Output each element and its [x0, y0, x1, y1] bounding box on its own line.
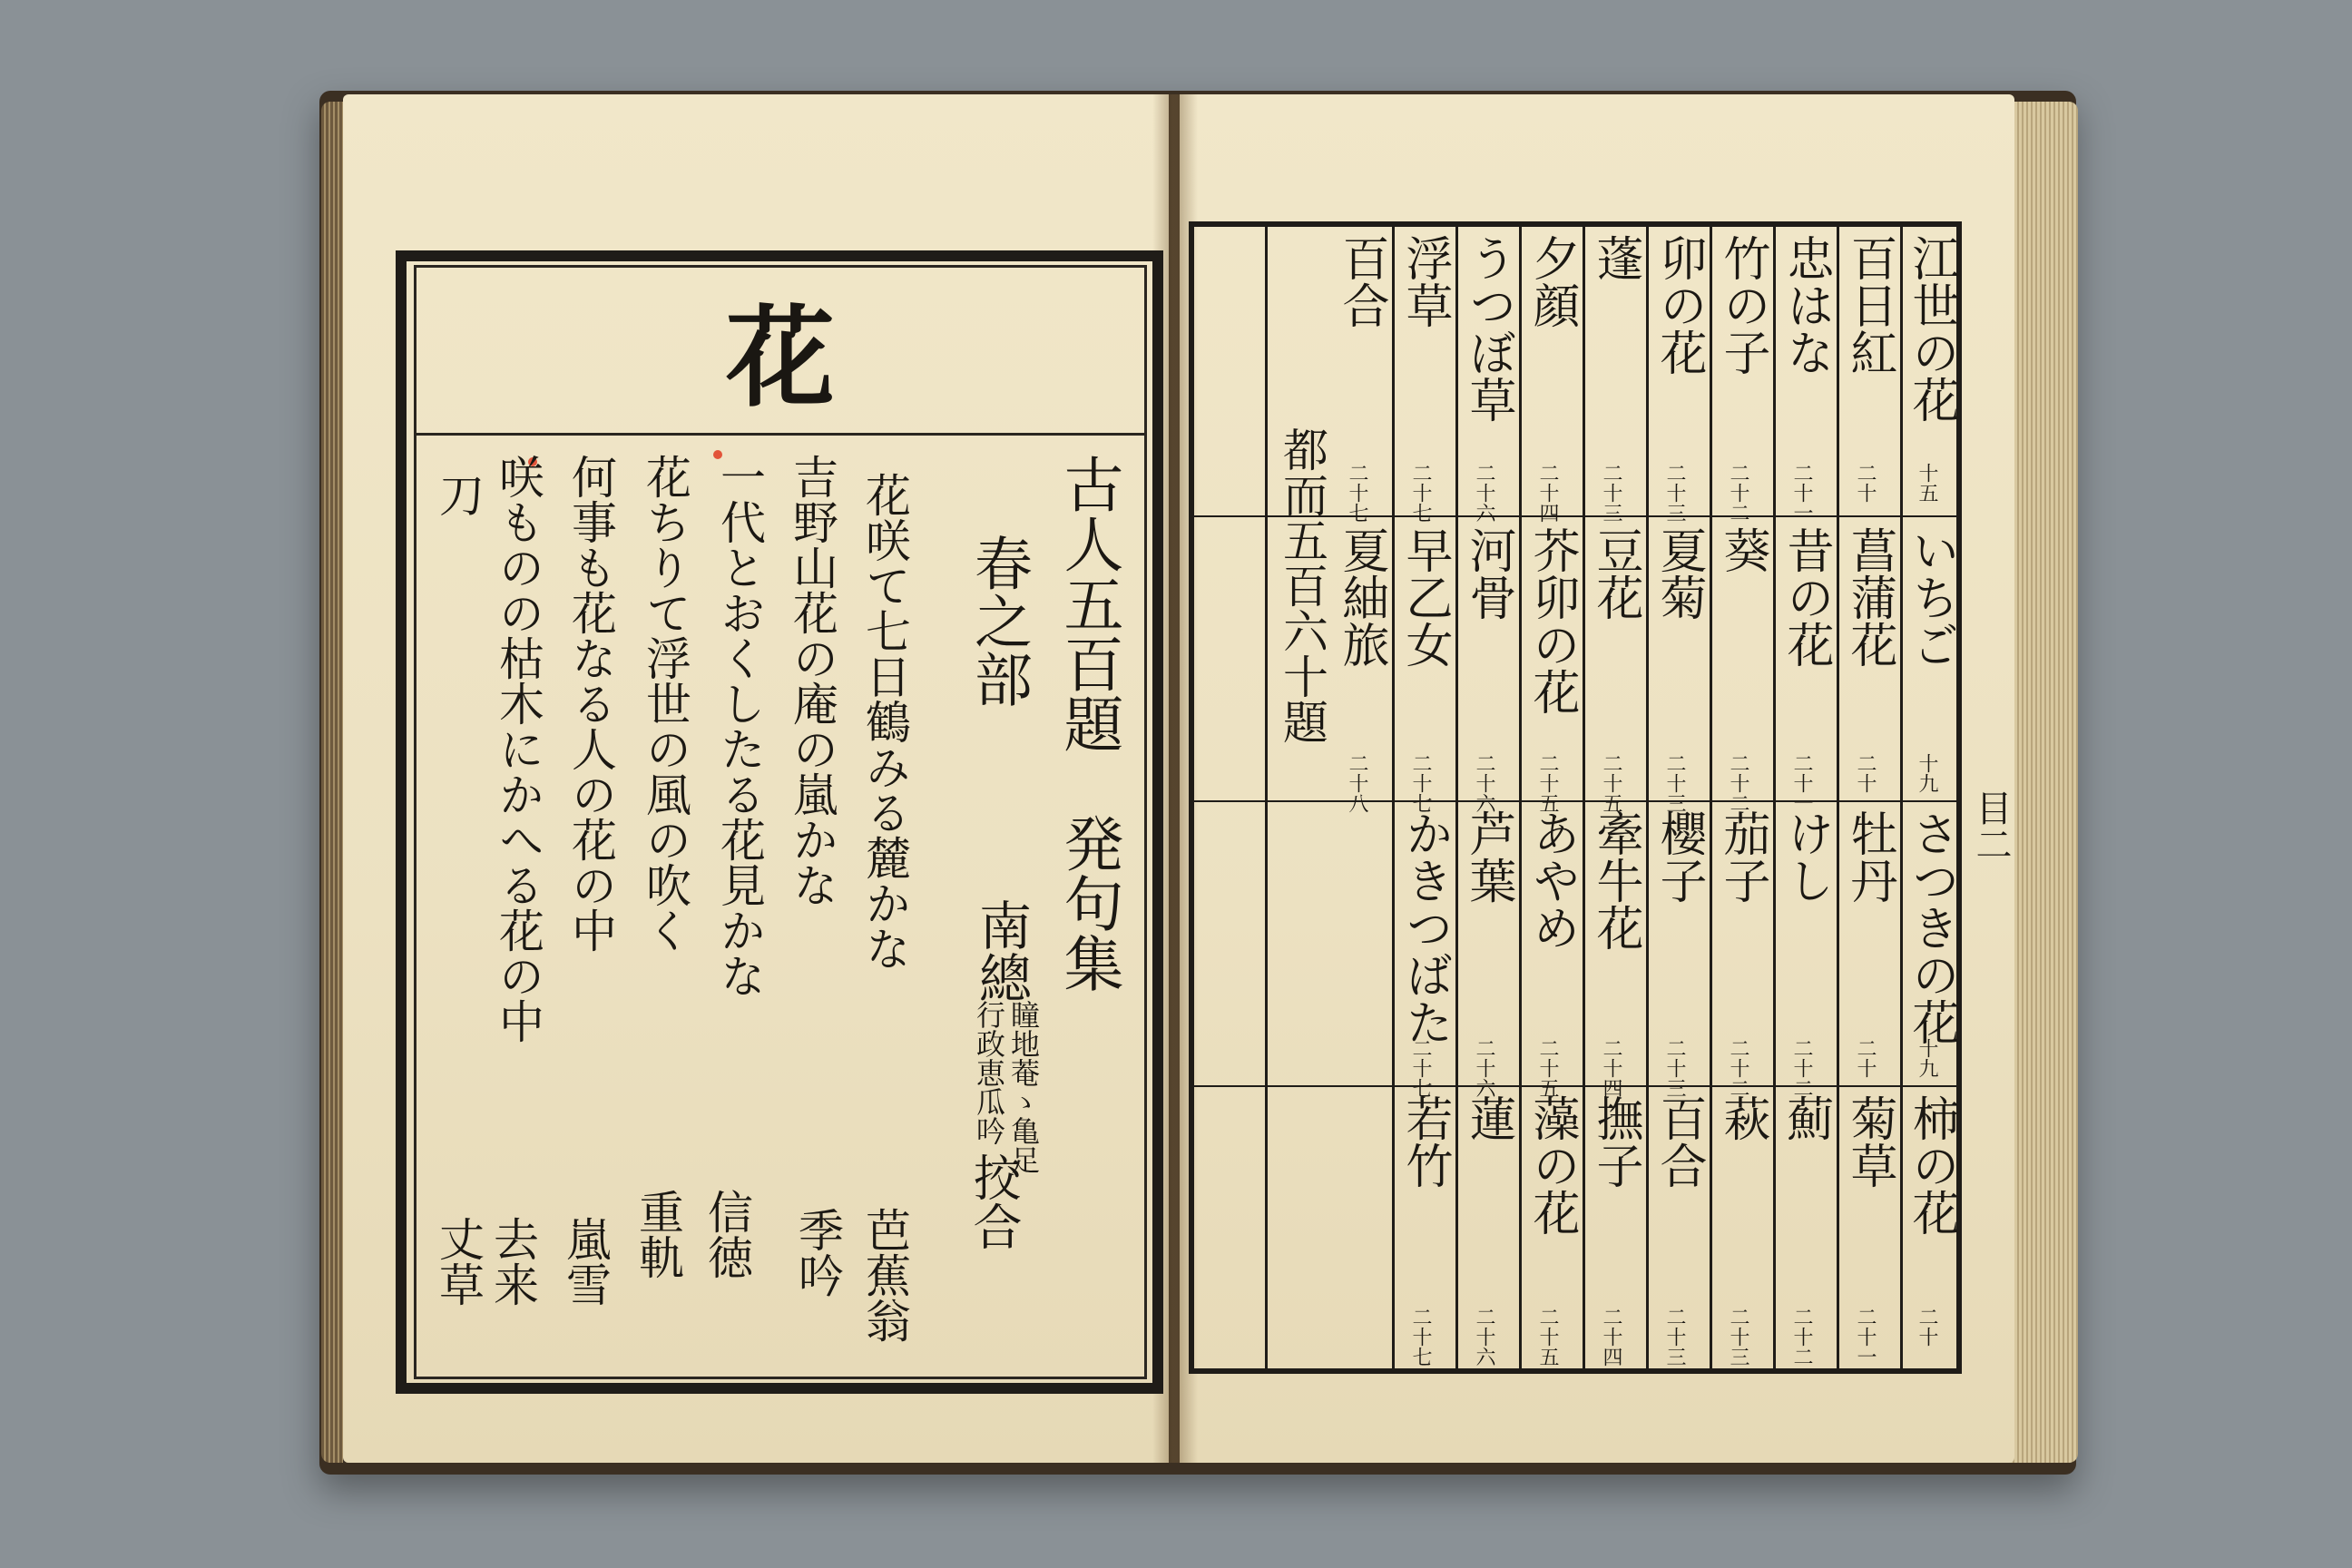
page-number: 二十七	[1409, 753, 1432, 813]
contents-entry: 夕顔	[1524, 234, 1579, 328]
poet-name: 芭蕉翁	[858, 1207, 911, 1343]
author-note-2: 行政恵瓜吟	[972, 1000, 1006, 1145]
contents-entry: 浮草	[1397, 234, 1452, 328]
contents-entry: 夏紬旅	[1334, 526, 1388, 668]
page-number: 二十一	[1790, 463, 1813, 523]
column-rule	[1583, 227, 1585, 1368]
page-number: 二十	[1854, 1038, 1877, 1078]
section-name: 春之部	[965, 534, 1032, 708]
poem-text: 一代とおくしたる花見かな	[713, 454, 766, 998]
page-number: 二十三	[1663, 1307, 1686, 1367]
page-number: 二十二	[1790, 1307, 1813, 1367]
page-number: 二十二	[1727, 463, 1749, 523]
contents-entry: 卯の花	[1651, 234, 1706, 376]
contents-entry: 竹の子	[1715, 234, 1769, 376]
page-number: 二十一	[1790, 753, 1813, 813]
page-number: 二十	[1854, 463, 1877, 503]
contents-entry: 葵	[1715, 526, 1769, 573]
page-number: 二十三	[1663, 753, 1686, 813]
page-number: 二十六	[1473, 463, 1495, 523]
running-head: 目二	[1970, 789, 2012, 862]
column-rule	[1710, 227, 1712, 1368]
page-number: 二十五	[1600, 753, 1622, 813]
contents-entry: 芥卯の花	[1524, 526, 1579, 715]
contents-entry: 夏菊	[1651, 526, 1706, 621]
page-number: 二十七	[1409, 1307, 1432, 1367]
left-page-edges	[321, 102, 343, 1463]
contents-entry: 菊草	[1842, 1094, 1896, 1189]
total-count-note: 都而五百六十題	[1276, 426, 1328, 744]
contents-entry: 柿の花	[1904, 1094, 1958, 1236]
page-number: 二十八	[1346, 753, 1368, 813]
column-rule	[1455, 227, 1458, 1368]
contents-entry: けし	[1779, 809, 1833, 904]
page-number: 二十四	[1600, 1307, 1622, 1367]
contents-entry: 牽牛花	[1588, 809, 1642, 951]
contents-entry: いちご	[1904, 526, 1958, 668]
contents-entry: 芦葉	[1461, 809, 1515, 904]
section-title-box	[414, 265, 1147, 436]
contents-entry: さつきの花	[1904, 809, 1958, 1045]
poet-name: 重軌	[632, 1189, 684, 1279]
column-rule	[1773, 227, 1776, 1368]
poem-text: 咲ものの枯木にかへる花の中	[492, 454, 544, 1044]
column-rule	[1900, 227, 1903, 1368]
contents-entry: 百合	[1334, 234, 1388, 328]
poet-name: 季吟	[791, 1207, 844, 1298]
contents-entry: 藻の花	[1524, 1094, 1579, 1236]
contents-entry: 河骨	[1461, 526, 1515, 621]
contents-entry: 昔の花	[1779, 526, 1833, 668]
contents-entry: 江世の花	[1904, 234, 1958, 423]
poet-name: 信徳	[701, 1189, 753, 1279]
page-number: 二十	[1854, 753, 1877, 793]
page-number: 二十六	[1473, 1307, 1495, 1367]
contents-entry: 櫻子	[1651, 809, 1706, 904]
contents-entry: 蓬	[1588, 234, 1642, 281]
poet-name: 去来	[486, 1216, 539, 1307]
row-rule	[1194, 800, 1956, 802]
contents-entry: かきつばた	[1397, 809, 1452, 1045]
page-number: 二十二	[1790, 1038, 1813, 1098]
page-number: 二十七	[1409, 1038, 1432, 1098]
contents-entry: 薊	[1779, 1094, 1833, 1142]
contents-entry: 早乙女	[1397, 526, 1452, 668]
row-rule	[1194, 1085, 1956, 1087]
page-number: 二十六	[1473, 753, 1495, 813]
column-rule	[1392, 227, 1395, 1368]
page-number: 二十四	[1536, 463, 1559, 523]
contents-entry: 百合	[1651, 1094, 1706, 1189]
contents-entry: うつぼ草	[1461, 234, 1515, 423]
contents-entry: あやめ	[1524, 809, 1579, 951]
poem-text: 刀	[432, 472, 485, 517]
page-number: 二十三	[1600, 463, 1622, 523]
page-number: 二十四	[1600, 1038, 1622, 1098]
page-number: 二十三	[1727, 1307, 1749, 1367]
page-number: 二十二	[1727, 753, 1749, 813]
section-title: 花	[726, 293, 835, 422]
page-number: 二十三	[1663, 463, 1686, 523]
page-number: 二十	[1916, 1307, 1938, 1347]
page-number: 二十五	[1536, 1307, 1559, 1367]
column-rule	[1646, 227, 1649, 1368]
contents-entry: 茄子	[1715, 809, 1769, 904]
poet-name: 丈草	[432, 1216, 485, 1307]
page-number: 二十二	[1727, 1038, 1749, 1098]
contents-entry: 忠はな	[1779, 234, 1833, 376]
page-number: 二十一	[1854, 1307, 1877, 1367]
page-number: 二十七	[1346, 463, 1368, 523]
page-number: 二十六	[1473, 1038, 1495, 1098]
contents-entry: 蓮	[1461, 1094, 1515, 1142]
contents-entry: 萩	[1715, 1094, 1769, 1142]
author-note: 瞳地菴ゝ亀足	[1006, 1000, 1041, 1174]
poem-text: 花咲て七日鶴みる麓かな	[858, 472, 911, 971]
poem-text: 何事も花なる人の花の中	[564, 454, 617, 953]
column-rule	[1837, 227, 1839, 1368]
contents-entry: 牡丹	[1842, 809, 1896, 904]
collation-note: 挍合	[965, 1152, 1023, 1250]
contents-entry: 菖蒲花	[1842, 526, 1896, 668]
column-rule	[1519, 227, 1522, 1368]
author-name: 南總	[970, 898, 1032, 1004]
contents-entry: 若竹	[1397, 1094, 1452, 1189]
page-number: 十九	[1916, 753, 1938, 793]
page-number: 二十五	[1536, 1038, 1559, 1098]
poet-name: 嵐雪	[559, 1216, 612, 1307]
page-number: 十五	[1916, 463, 1938, 503]
page-number: 二十五	[1536, 753, 1559, 813]
page-number: 十九	[1916, 1038, 1938, 1078]
contents-entry: 撫子	[1588, 1094, 1642, 1189]
page-number: 二十七	[1409, 463, 1432, 523]
contents-entry: 百日紅	[1842, 234, 1896, 376]
column-rule	[1265, 227, 1268, 1368]
book-title: 古人五百題 発句集	[1054, 454, 1123, 993]
poem-text: 花ちりて浮世の風の吹く	[639, 454, 691, 953]
poem-text: 吉野山花の庵の嵐かな	[786, 454, 838, 907]
contents-entry: 豆花	[1588, 526, 1642, 621]
page-number: 二十三	[1663, 1038, 1686, 1098]
